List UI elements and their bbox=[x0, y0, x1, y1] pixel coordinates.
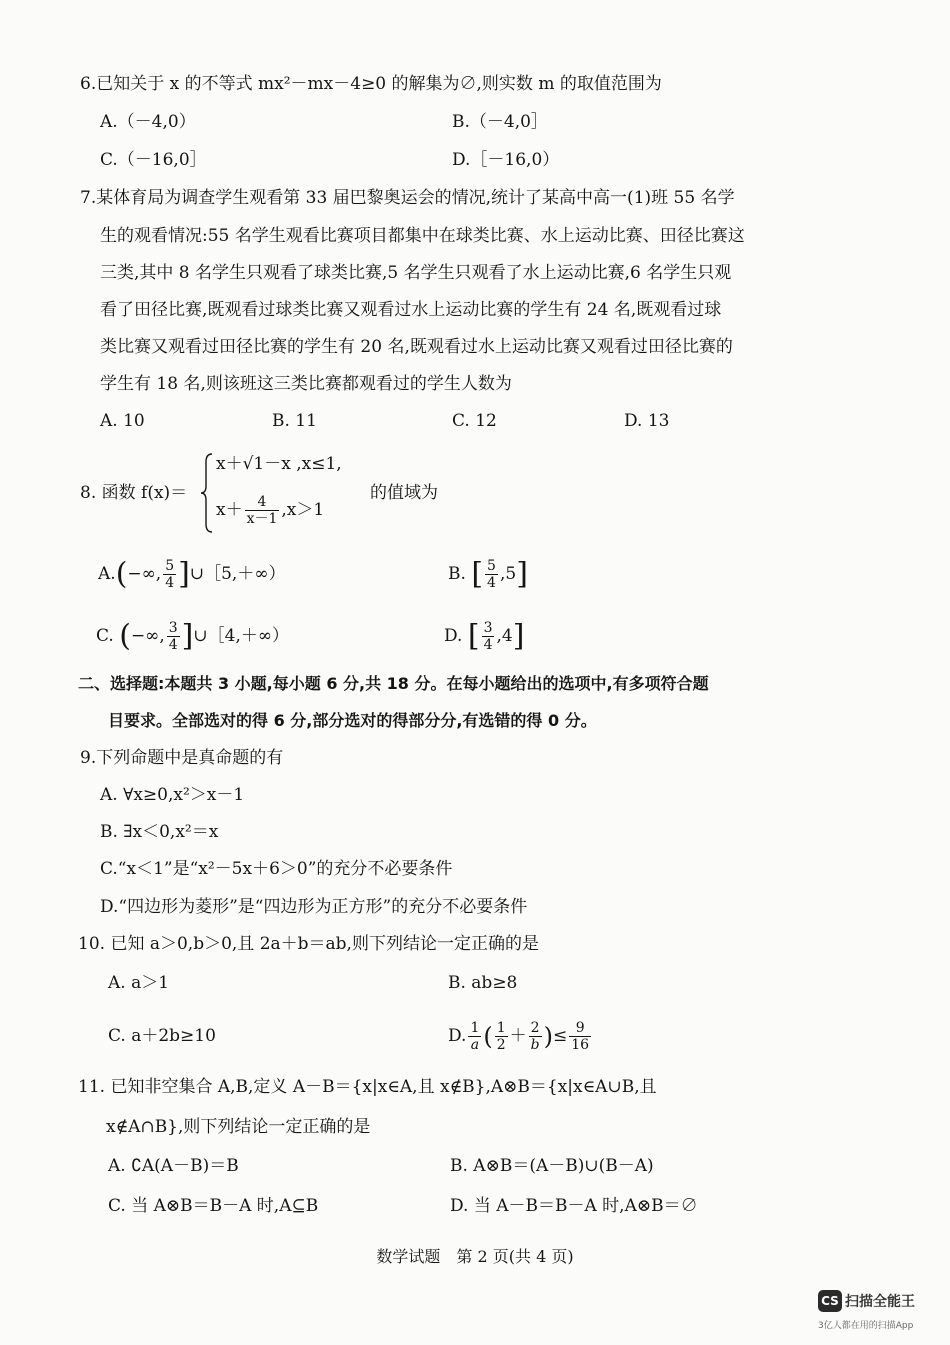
q11-option-a: A. ∁A(A－B)＝B bbox=[108, 1156, 239, 1176]
q6-option-d: D.［－16,0） bbox=[452, 150, 560, 170]
q10-option-b: B. ab≥8 bbox=[448, 973, 518, 993]
q7-line-4: 看了田径比赛,既观看过球类比赛又观看过水上运动比赛的学生有 24 名,既观看过球 bbox=[100, 300, 722, 320]
q8-case-2-pre: x＋ bbox=[216, 500, 243, 520]
q9-option-c: C.“x＜1”是“x²－5x＋6＞0”的充分不必要条件 bbox=[100, 859, 453, 879]
scanner-tagline: 3亿人都在用的扫描App bbox=[818, 1321, 914, 1331]
q11-line-2: x∉A∩B},则下列结论一定正确的是 bbox=[106, 1117, 371, 1137]
q10-stem: 10. 已知 a＞0,b＞0,且 2a＋b＝ab,则下列结论一定正确的是 bbox=[78, 934, 539, 954]
q7-line-6: 学生有 18 名,则该班这三类比赛都观看过的学生人数为 bbox=[100, 374, 512, 394]
q9-stem: 9.下列命题中是真命题的有 bbox=[80, 748, 284, 768]
q8-option-c: C. (−∞, $\frac{3}{4}$ ]∪［4,＋∞） bbox=[96, 618, 290, 654]
q11-option-d: D. 当 A－B＝B－A 时,A⊗B＝∅ bbox=[450, 1196, 698, 1216]
q6-option-c: C.（－16,0］ bbox=[100, 150, 207, 170]
q8-case-2-fraction: $\frac{4}{x-1}$ bbox=[246, 494, 278, 527]
q11-option-c: C. 当 A⊗B＝B－A 时,A⊆B bbox=[108, 1196, 319, 1216]
section-2-heading-line-1: 二、选择题:本题共 3 小题,每小题 6 分,共 18 分。在每小题给出的选项中,有多项符合题 bbox=[78, 674, 709, 693]
q6-option-b: B.（－4,0］ bbox=[452, 112, 548, 132]
q8-option-d: D. [ $\frac{3}{4}$ ,4] bbox=[444, 618, 525, 654]
q9-option-a: A. ∀x≥0,x²＞x－1 bbox=[100, 785, 245, 805]
q7-line-2: 生的观看情况:55 名学生观看比赛项目都集中在球类比赛、水上运动比赛、田径比赛这 bbox=[100, 226, 745, 246]
q7-option-d: D. 13 bbox=[624, 411, 670, 431]
scanner-watermark bbox=[818, 1290, 915, 1312]
q8-case-2 bbox=[216, 490, 324, 530]
q9-option-d: D.“四边形为菱形”是“四边形为正方形”的充分不必要条件 bbox=[100, 897, 528, 917]
q6-stem: 6.已知关于 x 的不等式 mx²－mx－4≥0 的解集为∅,则实数 m 的取值范围为 bbox=[80, 74, 662, 94]
q10-option-d: D. $\frac{1}{a}$ ( $\frac{1}{2}$ ＋ $\frac{2}{b}$ )≤ $\frac{9}{16}$ bbox=[448, 1020, 590, 1053]
q6-option-a: A.（－4,0） bbox=[100, 112, 196, 132]
page-footer: 数学试题 第 2 页(共 4 页) bbox=[376, 1247, 574, 1266]
q8-option-b: B. [ $\frac{5}{4}$ ,5] bbox=[448, 556, 528, 592]
q10-option-a: A. a＞1 bbox=[108, 973, 170, 993]
q7-option-a: A. 10 bbox=[100, 411, 145, 431]
scanner-logo-icon: CS bbox=[818, 1290, 842, 1312]
q7-option-c: C. 12 bbox=[452, 411, 497, 431]
q8-suffix: 的值域为 bbox=[370, 483, 438, 503]
q7-line-3: 三类,其中 8 名学生只观看了球类比赛,5 名学生只观看了水上运动比赛,6 名学生只观 bbox=[100, 263, 732, 283]
q11-option-b: B. A⊗B＝(A－B)∪(B－A) bbox=[450, 1156, 654, 1176]
q8-option-a: A.(−∞, $\frac{5}{4}$ ]∪［5,＋∞） bbox=[98, 556, 286, 592]
q8-case-1: x＋√1－x ,x≤1, bbox=[216, 454, 342, 474]
q7-line-1: 7.某体育局为调查学生观看第 33 届巴黎奥运会的情况,统计了某高中高一(1)班 55 名学 bbox=[80, 188, 735, 208]
piecewise-brace bbox=[200, 452, 214, 534]
q8-prefix: 8. 函数 f(x)＝ bbox=[80, 483, 188, 503]
q10-option-c: C. a＋2b≥10 bbox=[108, 1026, 216, 1046]
section-2-heading-line-2: 目要求。全部选对的得 6 分,部分选对的得部分分,有选错的得 0 分。 bbox=[108, 711, 597, 730]
scanner-app-name: 扫描全能王 bbox=[845, 1294, 915, 1310]
q11-line-1: 11. 已知非空集合 A,B,定义 A－B＝{x|x∈A,且 x∉B},A⊗B＝{x|x∈A∪B,且 bbox=[78, 1077, 657, 1097]
q8-case-2-post: ,x＞1 bbox=[281, 500, 325, 520]
q7-line-5: 类比赛又观看过田径比赛的学生有 20 名,既观看过水上运动比赛又观看过田径比赛的 bbox=[100, 337, 733, 357]
q7-option-b: B. 11 bbox=[272, 411, 317, 431]
q9-option-b: B. ∃x＜0,x²＝x bbox=[100, 822, 219, 842]
